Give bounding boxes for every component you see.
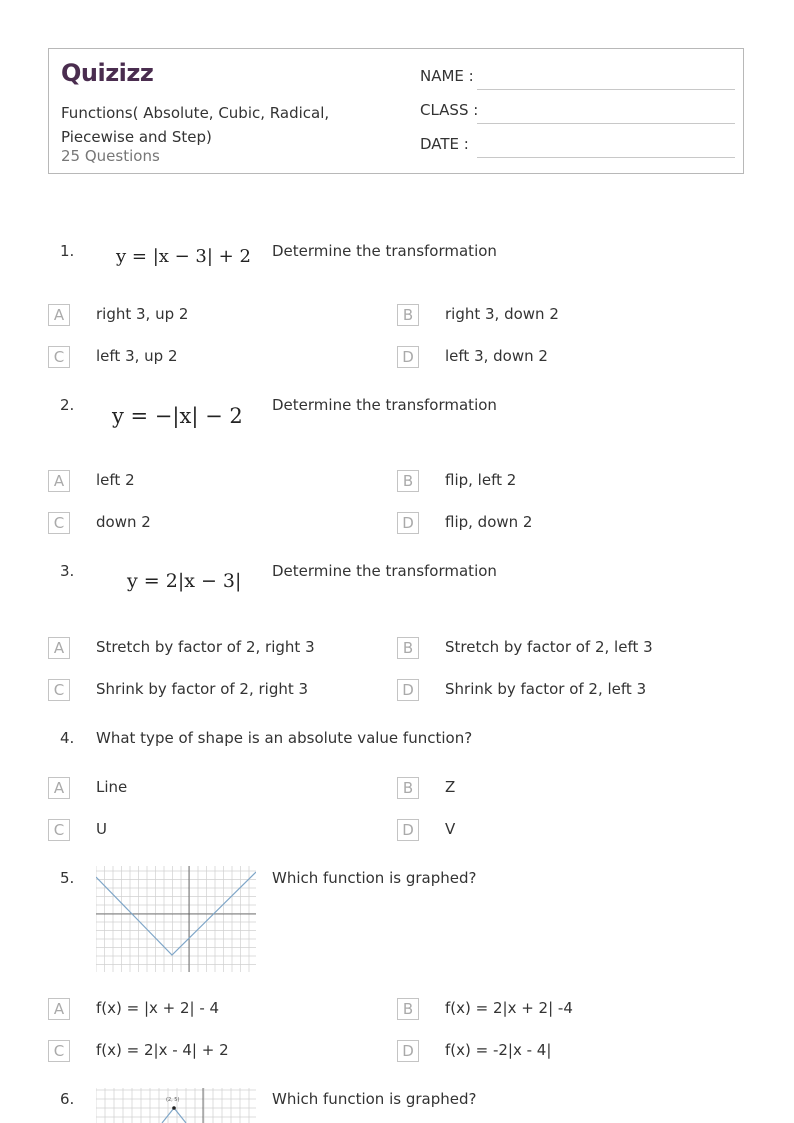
graph-line	[162, 1108, 186, 1123]
option-letter[interactable]: C	[48, 346, 70, 368]
question-text: What type of shape is an absolute value function?	[96, 729, 473, 747]
option-text[interactable]: f(x) = |x + 2| - 4	[96, 999, 220, 1017]
question-number: 5.	[60, 869, 75, 887]
option-letter[interactable]: D	[397, 819, 419, 841]
option-letter[interactable]: D	[397, 1040, 419, 1062]
name-field[interactable]	[420, 67, 735, 91]
date-line	[477, 157, 735, 158]
option-letter[interactable]: D	[397, 346, 419, 368]
question-formula: y = |x − 3| + 2	[116, 246, 251, 267]
date-field[interactable]	[420, 135, 735, 159]
option-letter[interactable]: C	[48, 819, 70, 841]
question-number: 4.	[60, 729, 75, 747]
option-letter[interactable]: B	[397, 304, 419, 326]
date-label: DATE :	[420, 135, 469, 153]
class-field[interactable]	[420, 101, 735, 125]
option-letter[interactable]: A	[48, 637, 70, 659]
vertex-point	[172, 1106, 176, 1110]
option-text[interactable]: f(x) = 2|x + 2| -4	[445, 999, 573, 1017]
question-text: Determine the transformation	[272, 396, 497, 414]
option-letter[interactable]: D	[397, 679, 419, 701]
option-text[interactable]: flip, down 2	[445, 513, 533, 531]
option-text[interactable]: Shrink by factor of 2, right 3	[96, 680, 309, 698]
question-formula: y = 2|x − 3|	[127, 570, 242, 592]
option-letter[interactable]: C	[48, 679, 70, 701]
option-text[interactable]: Stretch by factor of 2, right 3	[96, 638, 315, 656]
option-text[interactable]: Shrink by factor of 2, left 3	[445, 680, 647, 698]
option-text[interactable]: V	[445, 820, 456, 838]
absolute-value-graph	[96, 866, 256, 972]
option-letter[interactable]: D	[397, 512, 419, 534]
question-number: 1.	[60, 242, 75, 260]
question-number: 3.	[60, 562, 75, 580]
question-formula: y = −|x| − 2	[112, 404, 243, 428]
question-number: 2.	[60, 396, 75, 414]
quizizz-logo: Quizizz	[61, 59, 154, 87]
question-text: Determine the transformation	[272, 242, 497, 260]
option-text[interactable]: f(x) = 2|x - 4| + 2	[96, 1041, 229, 1059]
option-text[interactable]: f(x) = -2|x - 4|	[445, 1041, 552, 1059]
question-text: Which function is graphed?	[272, 869, 477, 887]
question-number: 6.	[60, 1090, 75, 1108]
option-text[interactable]: Stretch by factor of 2, left 3	[445, 638, 653, 656]
option-text[interactable]: left 3, up 2	[96, 347, 178, 365]
point-label: (2, 5)	[166, 1097, 180, 1103]
option-text[interactable]: Z	[445, 778, 456, 796]
class-label: CLASS :	[420, 101, 479, 119]
absolute-value-graph	[96, 1088, 256, 1123]
option-text[interactable]: left 3, down 2	[445, 347, 548, 365]
option-letter[interactable]: B	[397, 777, 419, 799]
option-text[interactable]: right 3, up 2	[96, 305, 189, 323]
option-letter[interactable]: C	[48, 512, 70, 534]
option-letter[interactable]: B	[397, 998, 419, 1020]
worksheet-header	[48, 48, 744, 174]
option-letter[interactable]: A	[48, 470, 70, 492]
question-text: Which function is graphed?	[272, 1090, 477, 1108]
option-text[interactable]: flip, left 2	[445, 471, 517, 489]
option-letter[interactable]: C	[48, 1040, 70, 1062]
name-line	[477, 89, 735, 90]
option-letter[interactable]: B	[397, 637, 419, 659]
graph-grid	[96, 866, 256, 972]
option-letter[interactable]: A	[48, 998, 70, 1020]
option-text[interactable]: U	[96, 820, 107, 838]
option-letter[interactable]: A	[48, 304, 70, 326]
option-text[interactable]: down 2	[96, 513, 151, 531]
worksheet-title: Functions( Absolute, Cubic, Radical, Piecewise and Step)	[61, 104, 330, 146]
graph-grid	[96, 1088, 256, 1123]
option-text[interactable]: right 3, down 2	[445, 305, 559, 323]
option-letter[interactable]: B	[397, 470, 419, 492]
option-text[interactable]: Line	[96, 778, 128, 796]
class-line	[477, 123, 735, 124]
option-text[interactable]: left 2	[96, 471, 135, 489]
question-text: Determine the transformation	[272, 562, 497, 580]
question-count: 25 Questions	[61, 147, 160, 165]
name-label: NAME :	[420, 67, 474, 85]
option-letter[interactable]: A	[48, 777, 70, 799]
